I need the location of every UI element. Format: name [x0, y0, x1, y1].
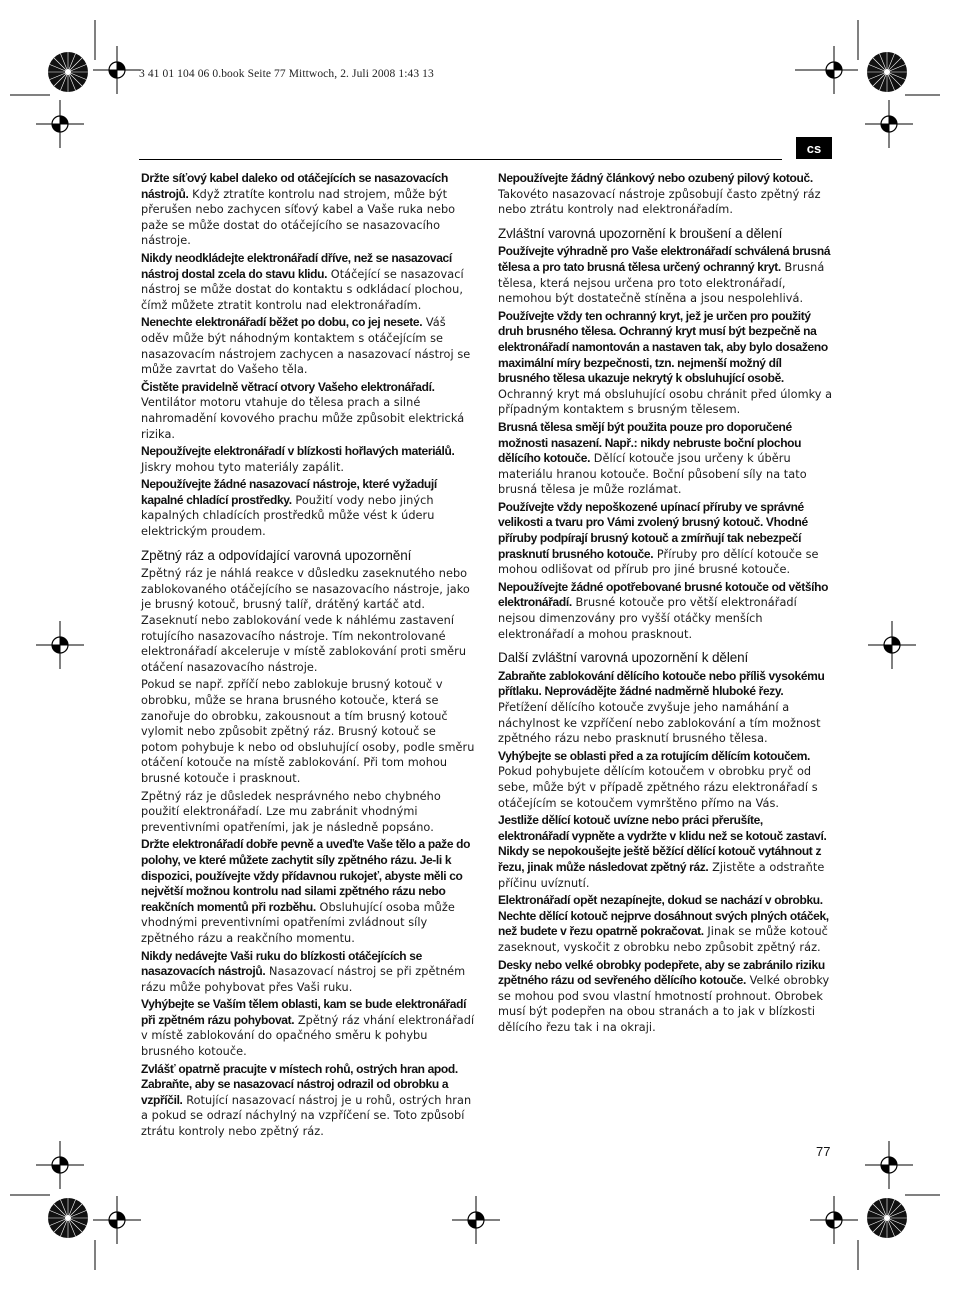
- paragraph: [141, 566, 476, 675]
- paragraph: [498, 893, 833, 955]
- paragraph: [141, 789, 476, 836]
- paragraph: [498, 244, 833, 306]
- starburst-mark-top-left: [48, 52, 88, 92]
- left-column: [141, 171, 476, 1142]
- paragraph-lead: Držte síťový kabel daleko od otáčejících se nasazovacích nástrojů.: [141, 171, 448, 201]
- section-heading: Zvláštní varovná upozornění k broušení a dělení: [498, 225, 783, 241]
- starburst-mark-bottom-left: [48, 1198, 88, 1238]
- paragraph: [498, 580, 833, 642]
- paragraph-lead: Nikdy nedávejte Vaši ruku do blízkosti otáčejících se nasazovacích nástrojů.: [141, 948, 422, 979]
- crosshair-mark-left-middle: [36, 621, 84, 669]
- paragraph-lead: Používejte vždy nepoškozené upínací příruby ve správné velikosti a tvaru pro Vámi zvolený brusný kotouč. Vhodné příruby podpírají brusný kotouč a zmírňují tak nebezpečí prasknutí brusného kotouče.: [498, 499, 808, 561]
- paragraph-lead: Nepoužívejte žádný článkový nebo ozubený pilový kotouč.: [498, 171, 813, 185]
- starburst-mark-top-right: [867, 52, 907, 92]
- paragraph-lead: Čistěte pravidelně větrací otvory Vašeho elektronářadí.: [141, 379, 435, 394]
- paragraph-body: Brusné kotouče pro větší elektronářadí nejsou dimenzovány pro vyšší otáčky menších elektronářadí a mohou prasknout.: [498, 596, 797, 641]
- paragraph-body: Brusná tělesa, která nejsou určena pro toto elektronářadí, nemohou být dostatečně stíněna a jsou nespolehlivá.: [498, 260, 825, 306]
- paragraph-lead: Vyhýbejte se oblasti před a za rotujícím dělícím kotoučem.: [498, 748, 811, 763]
- paragraph-body: Rotující nasazovací nástroj je u rohů, ostrých hran a pokud se odrazí náchylný na vzpříčení se. Toto způsobí ztrátu kontroly nebo zpětný ráz.: [141, 1093, 472, 1139]
- paragraph-body: Nasazovací nástroj se při zpětném rázu může pohybovat přes Vaši ruku.: [141, 965, 466, 994]
- paragraph: [498, 171, 833, 218]
- paragraph-body: Zpětný ráz je náhlá reakce v důsledku zaseknutého nebo zablokovaného otáčejícího se nasazovacího nástroje, jako je brusný kotouč, brusný talíř, drátěný kartáč atd. Zaseknutí nebo zablokování vede k náhlému zastavení rotujícího nasazovacího nástroje. Tím nekontrolované elektronářadí akceleruje v místě zablokování proti směru otáčení nasazovacího nástroje.: [141, 567, 470, 674]
- paragraph: [141, 837, 476, 946]
- section-heading: Zpětný ráz a odpovídající varovná upozornění: [141, 547, 412, 563]
- crosshair-mark-bottom-left: [93, 1196, 141, 1244]
- paragraph-lead: Desky nebo velké obrobky podepřete, aby se zabránilo riziku zpětného rázu od sevřeného dělícího kotouče.: [498, 957, 825, 988]
- crosshair-mark-right-lower: [865, 1141, 913, 1189]
- paragraph: [141, 444, 476, 475]
- paragraph-lead: Brusná tělesa smějí být použita pouze pro doporučené možnosti nasazení. Např.: nikdy nebruste boční plochou dělícího kotouče.: [498, 419, 802, 466]
- paragraph: [141, 1062, 476, 1140]
- paragraph: [498, 420, 833, 498]
- paragraph: [141, 315, 476, 377]
- paragraph-lead: Nepoužívejte žádné opotřebované brusné kotouče od většího elektronářadí.: [498, 579, 829, 610]
- paragraph: [141, 251, 476, 313]
- paragraph-lead: Zabraňte zablokování dělícího kotouče nebo příliš vysokému přítlaku. Neprovádějte žádné nadměrně hluboké řezy.: [498, 668, 825, 699]
- paragraph-body: Příruby pro dělící kotouče se mohou odlišovat od přírub pro jiné brusné kotouče.: [498, 547, 819, 577]
- paragraph-lead: Nenechte elektronářadí běžet po dobu, co jej nesete.: [141, 315, 423, 330]
- paragraph: [498, 669, 833, 747]
- paragraph: [498, 500, 833, 578]
- paragraph-body: Pokud se např. zpříčí nebo zablokuje brusný kotouč v obrobku, může se hrana brusného kotouče, která se zanořuje do obrobku, zakousnout a tím brusný kotouč vylomit nebo způsobit zpětný ráz. Brusný kotouč se potom pohybuje k nebo od obsluhující osoby, podle směru otáčení kotouče na místě zablokování. Při tom mohou brusné kotouče i prasknout.: [141, 678, 475, 785]
- paragraph: [498, 813, 833, 891]
- header-rule: [139, 159, 782, 160]
- paragraph: [141, 997, 476, 1059]
- paragraph-body: Váš oděv může být náhodným kontaktem s otáčejícím se nasazovacím nástrojem zachycen a nasazovací nástroj se může zavrtat do Vašeho těla.: [141, 316, 471, 377]
- paragraph-body: Velké obrobky se mohou pod svou vlastní hmotností prohnout. Obrobek musí být podepřen na obou stranách a to jak v blízkosti dělícího řezu tak i na okraji.: [498, 974, 830, 1034]
- paragraph-lead: Zvlášť opatrně pracujte v místech rohů, ostrých hran apod. Zabraňte, aby se nasazovací nástroj odrazil od obrobku a vzpříčil.: [141, 1061, 458, 1107]
- paragraph: [141, 949, 476, 996]
- paragraph-body: Ventilátor motoru vtahuje do tělesa prach a silné nahromadění kovového prachu může způsobit elektrická rizika.: [141, 396, 465, 441]
- print-job-header: 3 41 01 104 06 0.book Seite 77 Mittwoch, 2. Juli 2008 1:43 13: [139, 68, 434, 80]
- crosshair-mark-bottom-center: [452, 1196, 500, 1244]
- paragraph: [141, 380, 476, 442]
- paragraph-body: Zjistěte a odstraňte příčinu uvíznutí.: [498, 860, 825, 890]
- crosshair-mark-top-left: [93, 46, 141, 94]
- paragraph: [141, 171, 476, 249]
- crosshair-mark-left-upper: [36, 100, 84, 148]
- crosshair-mark-right-upper: [865, 100, 913, 148]
- paragraph-body: Pokud pohybujete dělícím kotoučem v obrobku pryč od sebe, může být v případě zpětného rázu elektronářadí s otáčejícím se kotoučem vymrštěno přímo na Vás.: [498, 765, 818, 810]
- paragraph-body: Takovéto nasazovací nástroje způsobují často zpětný ráz nebo ztrátu kontroly nad elektronářadím.: [498, 187, 821, 217]
- crosshair-mark-bottom-right: [810, 1196, 858, 1244]
- paragraph: [498, 309, 833, 418]
- language-badge: cs: [796, 137, 832, 159]
- paragraph: [141, 677, 476, 786]
- paragraph: [498, 958, 833, 1036]
- paragraph-body: Použití vody nebo jiných kapalných chladících prostředků může vést k úderu elektrickým proudem.: [141, 493, 435, 539]
- paragraph-lead: Používejte vždy ten ochranný kryt, jež je určen pro použitý druh brusného tělesa. Ochranný kryt musí být bezpečně na elektronářadí namontován a nastaven tak, aby bylo dosaženo maximální míry bezpečnosti, tzn. nejmenší možný díl brusného tělesa ukazuje nekrytý k obsluhující osobě.: [498, 308, 828, 386]
- crosshair-mark-right-middle: [868, 621, 916, 669]
- paragraph-lead: Elektronářadí opět nezapínejte, dokud se nachází v obrobku. Nechte dělící kotouč nejprve dosáhnout svých plných otáček, než budete v řezu opatrně pokračovat.: [498, 893, 829, 939]
- paragraph-lead: Vyhýbejte se Vaším tělem oblasti, kam se bude elektronářadí při zpětném rázu pohybovat.: [141, 997, 467, 1027]
- paragraph-lead: Nepoužívejte žádné nasazovací nástroje, které vyžadují kapalné chladící prostředky.: [141, 477, 437, 507]
- paragraph-body: Dělící kotouče jsou určeny k úběru materiálu hranou kotouče. Boční působení síly na tato brusná tělesa je může rozlámat.: [498, 452, 807, 497]
- paragraph-body: Ochranný kryt má obsluhující osobu chránit před úlomky a případným kontaktem s brusným tělesem.: [498, 387, 833, 417]
- paragraph-lead: Používejte výhradně pro Vaše elektronářadí schválená brusná tělesa a pro tato brusná tělesa určený ochranný kryt.: [498, 244, 831, 274]
- paragraph-body: Obsluhující osoba může vhodnými preventivními opatřeními zvládnout síly zpětného rázu a reakčního momentu.: [141, 900, 455, 945]
- page-number: 77: [816, 1144, 831, 1159]
- right-column: [498, 171, 833, 1037]
- section-heading: Další zvláštní varovná upozornění k dělení: [498, 650, 749, 666]
- paragraph-lead: Nepoužívejte elektronářadí v blízkosti hořlavých materiálů.: [141, 444, 455, 459]
- paragraph-body: Zpětný ráz je důsledek nesprávného nebo chybného použití elektronářadí. Lze mu zabránit vhodnými preventivními opatřeními, jak je následně popsáno.: [141, 789, 441, 834]
- paragraph: [498, 749, 833, 811]
- paragraph-lead: Držte elektronářadí dobře pevně a uveďte Vaše tělo a paže do polohy, ve které můžete zachytit síly zpětného rázu. Je-li k dispozici, používejte vždy přídavnou rukojeť, abyste měli co největší možnou kontrolu nad silami zpětného rázu nebo reakčních momentů při rozběhu.: [141, 837, 471, 914]
- paragraph-body: Jinak se může kotouč zaseknout, vyskočit z obrobku nebo způsobit zpětný ráz.: [498, 925, 828, 954]
- paragraph-lead: Nikdy neodkládejte elektronářadí dříve, než se nasazovací nástroj dostal zcela do stavu klidu.: [141, 250, 452, 281]
- paragraph: [141, 477, 476, 539]
- paragraph-body: Přetížení dělícího kotouče zvyšuje jeho namáhání a náchylnost ke vzpříčení nebo zablokování a tím možnost zpětného rázu nebo prasknutí brusného tělesa.: [498, 701, 821, 746]
- paragraph-body: Když ztratíte kontrolu nad strojem, může být přerušen nebo zachycen síťový kabel a Vaše ruka nebo paže se může dostat do otáčejícího se nasazovacího nástroje.: [141, 187, 456, 248]
- paragraph-body: Zpětný ráz vhání elektronářadí v místě zablokování do opačného směru k pohybu brusného kotouče.: [141, 1013, 475, 1059]
- paragraph-body: Otáčející se nasazovací nástroj se může dostat do kontaktu s odkládací plochou, čímž můžete ztratit kontrolu nad elektronářadím.: [141, 267, 464, 312]
- starburst-mark-bottom-right: [867, 1198, 907, 1238]
- paragraph-body: Jiskry mohou tyto materiály zapálit.: [141, 460, 345, 474]
- crosshair-mark-left-lower: [36, 1141, 84, 1189]
- paragraph-lead: Jestliže dělící kotouč uvízne nebo práci přerušíte, elektronářadí vypněte a vydržte v klidu než se kotouč zastaví. Nikdy se nepokoušejte ještě běžící dělící kotouč vytáhnout z řezu, jinak může následovat zpětný ráz.: [498, 813, 827, 874]
